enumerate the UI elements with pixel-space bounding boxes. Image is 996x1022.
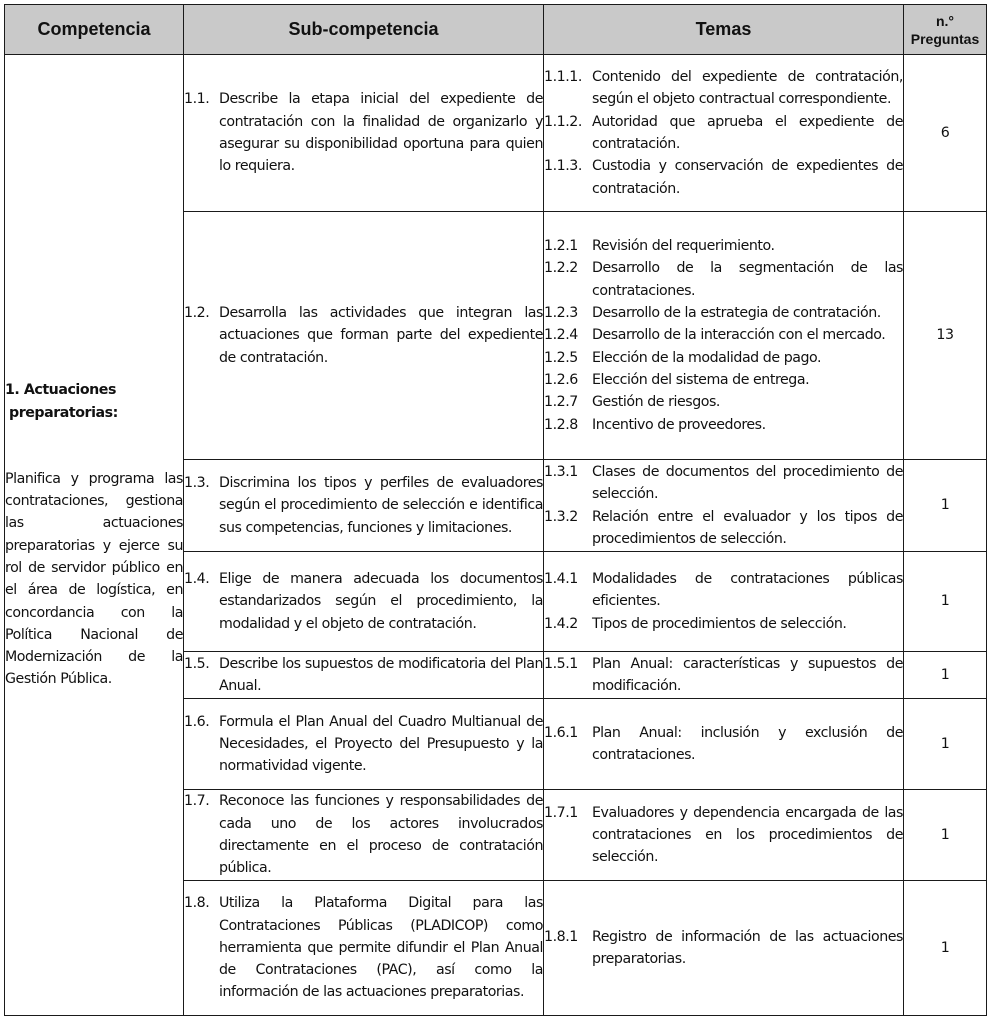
temas-cell — [544, 460, 904, 552]
tema-text: Elección del sistema de entrega. — [592, 371, 810, 388]
preguntas-count: 6 — [904, 55, 987, 212]
tema-text: Relación entre el evaluador y los tipos de procedimientos de selección. — [592, 508, 903, 547]
header-preguntas-line1: n.° — [935, 12, 955, 29]
subcompetencia-number: 1.8. — [184, 895, 210, 912]
competencia-cell — [5, 55, 184, 1016]
competencia-title-line1: 1. Actuaciones — [5, 382, 116, 399]
header-subcompetencia: Sub-competencia — [184, 5, 544, 55]
tema-number: 1.1.1. — [544, 69, 582, 86]
preguntas-count: 1 — [904, 699, 987, 790]
subcompetencia-cell — [184, 652, 544, 699]
tema-number: 1.2.5 — [544, 349, 578, 366]
subcompetencia-cell — [184, 552, 544, 652]
temas-cell — [544, 790, 904, 881]
header-competencia: Competencia — [5, 5, 184, 55]
tema-number: 1.7.1 — [544, 804, 578, 821]
tema-number: 1.8.1 — [544, 928, 578, 945]
tema-item — [544, 111, 903, 156]
subcompetencia-text: Discrimina los tipos y perfiles de evaluadores según el procedimiento de selección e identifica sus competencias, funciones y limitaciones. — [219, 475, 543, 536]
tema-text: Desarrollo de la interacción con el mercado. — [592, 327, 886, 344]
temas-cell — [544, 552, 904, 652]
tema-text: Revisión del requerimiento. — [592, 238, 775, 255]
subcompetencia-cell — [184, 212, 544, 460]
tema-item — [544, 926, 903, 971]
subcompetencia-cell — [184, 790, 544, 881]
temas-cell — [544, 212, 904, 460]
tema-text: Tipos de procedimientos de selección. — [592, 615, 847, 632]
tema-item — [544, 613, 903, 635]
preguntas-count: 1 — [904, 790, 987, 881]
tema-number: 1.2.8 — [544, 416, 578, 433]
tema-number: 1.3.1 — [544, 463, 578, 480]
tema-text: Contenido del expediente de contratación, según el objeto contractual correspondiente. — [592, 69, 903, 108]
tema-number: 1.5.1 — [544, 655, 578, 672]
tema-number: 1.1.2. — [544, 113, 582, 130]
tema-text: Incentivo de proveedores. — [592, 416, 766, 433]
competencia-title-line2: preparatorias: — [9, 404, 118, 421]
header-row — [5, 5, 987, 55]
subcompetencia-cell — [184, 460, 544, 552]
tema-item — [544, 461, 903, 506]
tema-item — [544, 802, 903, 869]
subcompetencia-text: Elige de manera adecuada los documentos estandarizados según el procedimiento, la modalidad y el objeto de contratación. — [219, 571, 543, 632]
temas-cell — [544, 699, 904, 790]
tema-text: Desarrollo de la segmentación de las contrataciones. — [592, 260, 903, 299]
subcompetencia-number: 1.1. — [184, 91, 210, 108]
preguntas-count: 1 — [904, 652, 987, 699]
tema-item — [544, 347, 903, 369]
tema-text: Clases de documentos del procedimiento de selección. — [592, 463, 903, 503]
subcompetencia-number: 1.7. — [184, 793, 210, 810]
subcompetencia-text: Formula el Plan Anual del Cuadro Multianual de Necesidades, el Proyecto del Presupuesto y la normatividad vigente. — [219, 713, 543, 775]
tema-text: Desarrollo de la estrategia de contratación. — [592, 305, 881, 322]
subcompetencia-number: 1.6. — [184, 713, 210, 730]
competencia-description: Planifica y programa las contrataciones, gestiona las actuaciones preparatorias y ejerce su rol de servidor público en el área de logística, en concordancia con la Política Nacional de Modernización de la Gestión Pública. — [5, 470, 183, 688]
competency-table — [4, 4, 987, 1016]
subcompetencia-cell — [184, 881, 544, 1016]
preguntas-count: 13 — [904, 212, 987, 460]
tema-item — [544, 414, 903, 436]
tema-item — [544, 324, 903, 346]
tema-text: Plan Anual: inclusión y exclusión de contrataciones. — [592, 724, 903, 763]
tema-number: 1.4.1 — [544, 571, 578, 588]
tema-item — [544, 155, 903, 200]
tema-text: Modalidades de contrataciones públicas eficientes. — [592, 571, 903, 610]
tema-number: 1.2.7 — [544, 394, 578, 411]
tema-number: 1.2.1 — [544, 238, 578, 255]
preguntas-count: 1 — [904, 881, 987, 1016]
subcompetencia-cell — [184, 55, 544, 212]
tema-item — [544, 257, 903, 302]
header-preguntas — [904, 5, 987, 55]
temas-cell — [544, 881, 904, 1016]
tema-number: 1.2.4 — [544, 327, 578, 344]
tema-item — [544, 302, 903, 324]
subcompetencia-number: 1.5. — [184, 655, 210, 672]
preguntas-count: 1 — [904, 552, 987, 652]
preguntas-count: 1 — [904, 460, 987, 552]
subcompetencia-text: Describe los supuestos de modificatoria del Plan Anual. — [219, 655, 543, 694]
subcompetencia-text: Describe la etapa inicial del expediente de contratación con la finalidad de organizarlo y asegurar su disponibilidad oportuna para quien lo requiera. — [219, 91, 543, 175]
table-row — [5, 55, 987, 212]
subcompetencia-text: Utiliza la Plataforma Digital para las Contrataciones Públicas (PLADICOP) como herramienta que permite difundir el Plan Anual de Contrataciones (PAC), así como la información de las actuaciones preparatorias. — [219, 895, 543, 1001]
subcompetencia-number: 1.3. — [184, 475, 210, 492]
tema-text: Plan Anual: características y supuestos de modificación. — [592, 655, 903, 694]
header-preguntas-line2: Preguntas — [910, 30, 980, 47]
temas-cell — [544, 652, 904, 699]
subcompetencia-number: 1.2. — [184, 305, 210, 322]
tema-number: 1.1.3. — [544, 158, 582, 175]
subcompetencia-number: 1.4. — [184, 571, 210, 588]
tema-text: Registro de información de las actuaciones preparatorias. — [592, 928, 903, 967]
tema-text: Evaluadores y dependencia encargada de las contrataciones en los procedimientos de selección. — [592, 804, 903, 866]
subcompetencia-text: Desarrolla las actividades que integran las actuaciones que forman parte del expediente de contratación. — [219, 305, 543, 366]
temas-cell — [544, 55, 904, 212]
tema-number: 1.2.6 — [544, 371, 578, 388]
tema-text: Autoridad que aprueba el expediente de contratación. — [592, 113, 903, 152]
tema-number: 1.3.2 — [544, 508, 578, 525]
tema-number: 1.4.2 — [544, 615, 578, 632]
competencia-title — [5, 379, 183, 424]
tema-number: 1.2.3 — [544, 305, 578, 322]
tema-item — [544, 506, 903, 551]
tema-text: Custodia y conservación de expedientes de contratación. — [592, 158, 903, 197]
tema-item — [544, 369, 903, 391]
tema-item — [544, 66, 903, 111]
tema-text: Gestión de riesgos. — [592, 394, 720, 411]
tema-item — [544, 235, 903, 257]
tema-item — [544, 568, 903, 613]
tema-item — [544, 722, 903, 767]
tema-item — [544, 391, 903, 413]
header-temas: Temas — [544, 5, 904, 55]
tema-item — [544, 653, 903, 698]
subcompetencia-text: Reconoce las funciones y responsabilidades de cada uno de los actores involucrados directamente en el proceso de contratación pública. — [219, 793, 543, 877]
tema-number: 1.2.2 — [544, 260, 578, 277]
subcompetencia-cell — [184, 699, 544, 790]
tema-text: Elección de la modalidad de pago. — [592, 349, 822, 366]
tema-number: 1.6.1 — [544, 724, 578, 741]
